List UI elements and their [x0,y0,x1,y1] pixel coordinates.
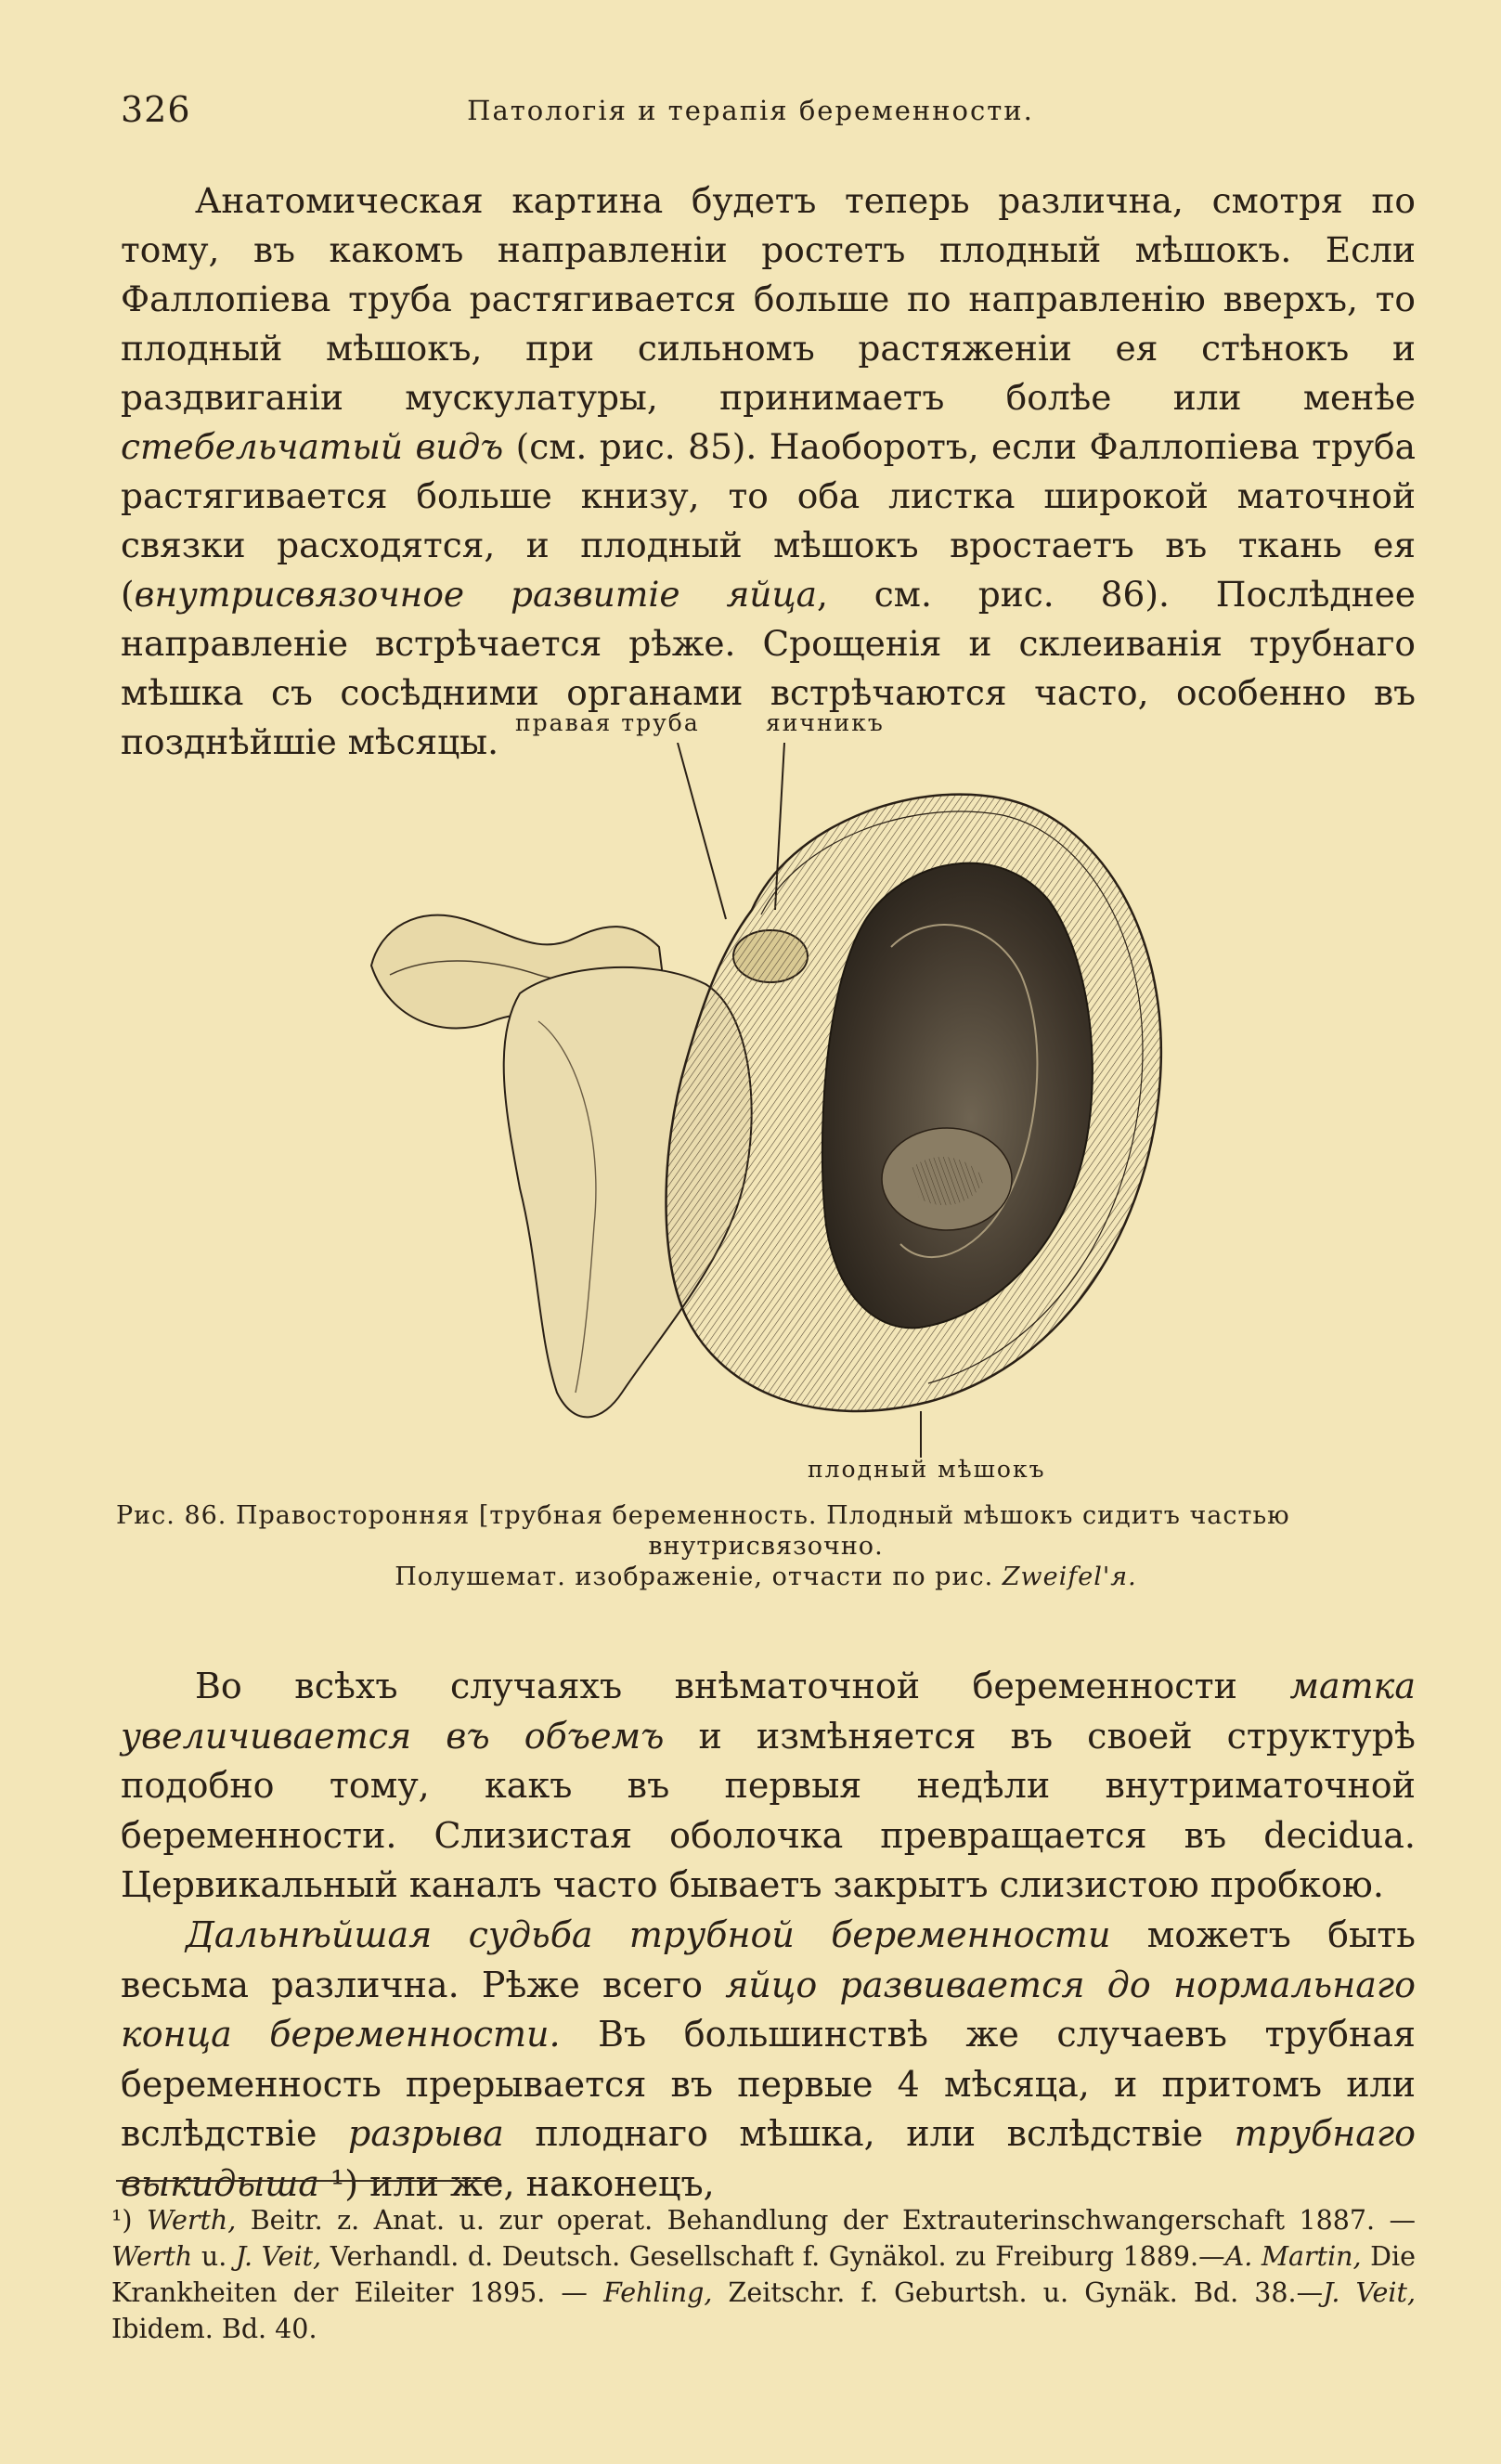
label-right-tube: правая труба [515,709,700,736]
text-run: Во всѣхъ случаяхъ внѣматочной беременности [195,1666,1290,1706]
label-fetal-sac: плодный мѣшокъ [808,1456,1046,1483]
text-run: (см. рис. 85). Наоборотъ, если Фаллопіева труба растягивается больше книзу, то оба листка широкой маточной связки расходятся, и плодный мѣшокъ вростаетъ въ ткань ея ( [121,426,1416,615]
author-name: J. Veit, [235,2241,322,2272]
text-run: Zeitschr. f. Geburtsh. u. Gynäk. Bd. 38.— [712,2277,1324,2308]
italic-term: внутрисвязочное развитіе яйца [134,574,817,615]
italic-term: Дальнѣйшая судьба трубной беременности [186,1914,1111,1955]
text-run: u. [192,2241,236,2272]
paragraph-outcome [121,1911,1416,2209]
label-ovary: яичникъ [766,709,885,736]
text-run: Полушемат. изображеніе, отчасти по рис. [395,1563,1003,1591]
italic-term: трубнаго выкидыша [121,2113,1416,2204]
text-run: плоднаго мѣшка, или вслѣдствіе [503,2113,1235,2154]
anatomical-illustration [353,743,1188,1467]
footnote-rule [116,2180,501,2182]
author-name: Werth, [146,2205,237,2236]
leader-line [678,743,726,919]
text-run: Beitr. z. Anat. u. zur operat. Behandlung der Extrauterinschwangerschaft 1887. — [236,2205,1416,2236]
author-name: A. Martin, [1224,2241,1362,2272]
author-name: J. Veit, [1323,2277,1417,2308]
text-run: ¹) или же, наконецъ, [318,2162,715,2204]
text-run: Въ большинствѣ же случаевъ трубная беременность прерывается въ первые 4 мѣсяца, и притомъ или вслѣдствіе [121,2014,1416,2154]
italic-term: разрыва [348,2113,504,2154]
caption-line [116,1562,1416,1592]
italic-term: стебельчатый видъ [121,426,504,467]
page-number: 326 [121,89,191,130]
text-run: Die Krankheiten der Eileiter 1895. — [111,2241,1416,2308]
page-header [121,89,1380,136]
italic-term: яйцо развивается до нормальнаго конца беременности. [121,1964,1416,2055]
text-run: Анатомическая картина будетъ теперь различна, смотря по тому, въ какомъ направленіи ростетъ плодный мѣшокъ. Если Фаллопіева труба растягивается больше по направленію вверхъ, то плодный мѣшокъ, при сильномъ растяженіи ея стѣнокъ и раздвиганіи мускулатуры, принимаетъ болѣе или менѣе [121,180,1416,418]
italic-term: матка увеличивается въ объемъ [121,1666,1416,1757]
italic-term: Zweifel'я. [1002,1563,1137,1591]
author-name: Fehling, [603,2277,713,2308]
footnote-marker: ¹) [111,2205,147,2236]
text-run: Verhandl. d. Deutsch. Gesellschaft f. Gynäkol. zu Freiburg 1889.— [321,2241,1225,2272]
running-title: Патологія и терапія беременности. [467,95,1034,126]
footnote [111,2202,1416,2347]
figure-caption [116,1500,1416,1592]
paragraph-uterus [121,1662,1416,1911]
caption-line: внутрисвязочно. [648,1532,884,1561]
figure-86 [353,706,1188,1504]
caption-line: Рис. 86. Правосторонняя [трубная беременность. Плодный мѣшокъ сидитъ частью [116,1501,1290,1530]
paragraph-anatomy [121,176,1416,767]
text-run: можетъ быть весьма различна. Рѣже всего [121,1914,1416,2005]
text-run: , см. рис. 86). Послѣднее направленіе встрѣчается рѣже. Срощенія и склеиванія трубнаго мѣшка съ сосѣдними органами встрѣчаются часто, особенно въ позднѣйшіе мѣсяцы. [121,574,1416,762]
author-name: Werth [111,2241,193,2272]
text-run: Ibidem. Bd. 40. [111,2314,317,2344]
text-run: и измѣняется въ своей структурѣ подобно тому, какъ въ первыя недѣли внутриматочной беременности. Слизистая оболочка превращается въ decidua. Цервикальный каналъ часто бываетъ закрытъ слизистою пробкою. [121,1715,1416,1905]
